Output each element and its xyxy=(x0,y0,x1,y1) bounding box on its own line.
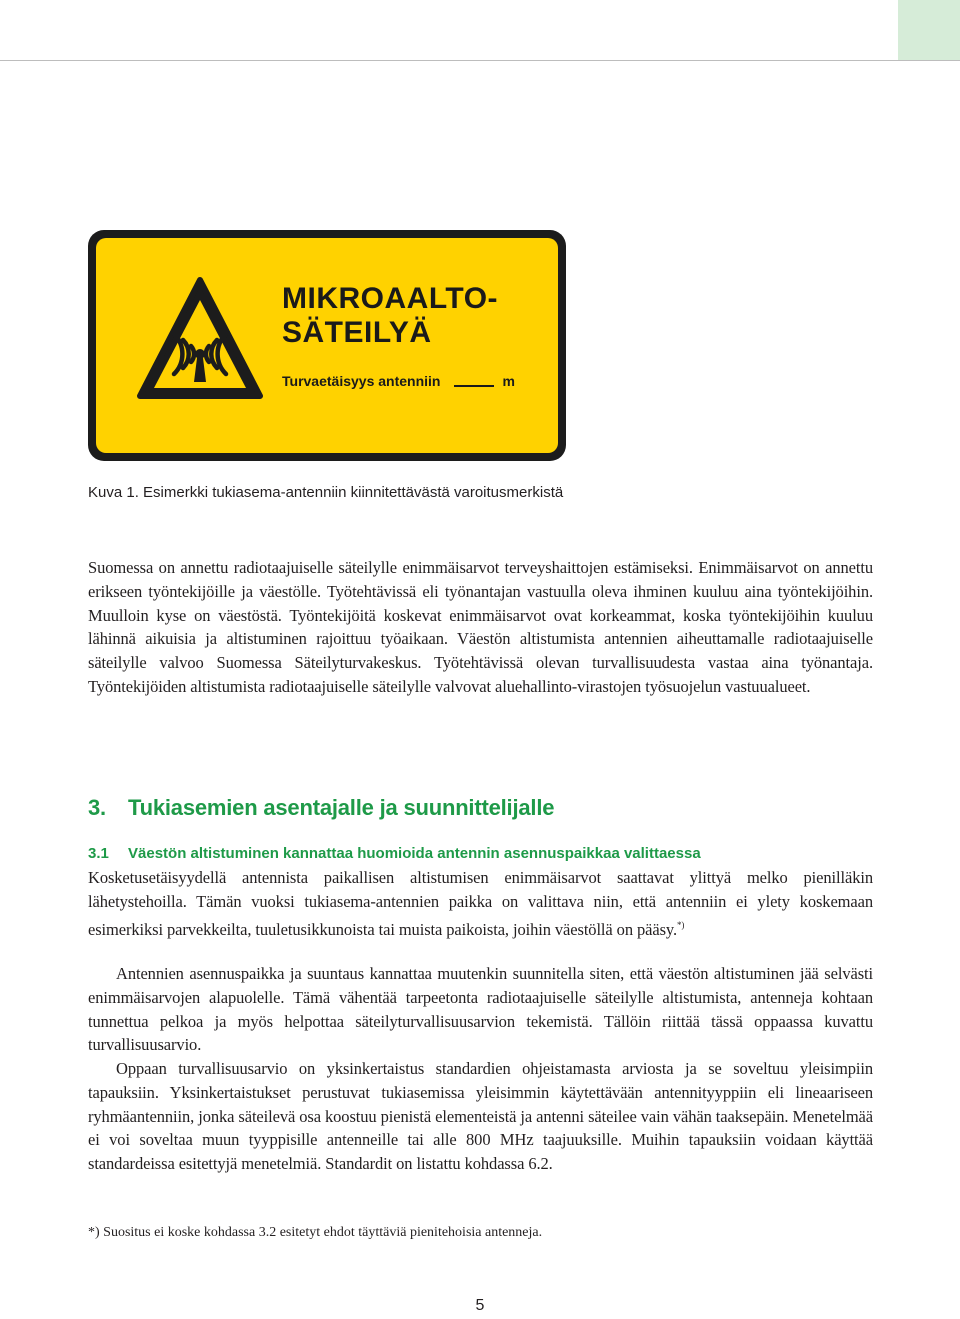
section-title: Tukiasemien asentajalle ja suunnittelijalle xyxy=(128,795,555,820)
footnote: *) Suositus ei koske kohdassa 3.2 esitetyt ehdot täyttäviä pienitehoisia antenneja. xyxy=(88,1225,543,1240)
footnote-mark: *) xyxy=(677,919,685,930)
subsection-title: Väestön altistuminen kannattaa huomioida antennin asennuspaikkaa valittaessa xyxy=(128,845,701,862)
sign-title-line1: MIKROAALTO- xyxy=(282,282,499,315)
page-number: 5 xyxy=(475,1297,485,1314)
sign-title xyxy=(282,282,498,350)
paragraph-1: Suomessa on annettu radiotaajuiselle säteilylle enimmäisarvot terveyshaittojen estämiseksi. Enimmäisarvot on annettu erikseen työntekijöille ja väestölle. Työtehtävissä eli työnantajan vastuulla oleva ihminen kuuluu aina työntekijöihin. Muulloin kyse on väestöstä. Työntekijöitä koskevat enimmäisarvot ovat korkeammat, koska työntekijöihin kuuluu lähinnä aikuisia ja altistuminen rajoittuu työaikaan. Väestön altistumista antennien aiheuttamalle radiotaajuiselle säteilylle valvoo Suomessa Säteilyturvakeskus. Työtehtävissä olevan turvallisuudesta vastaa aina työnantaja. Työntekijöiden altistumista radiotaajuiselle säteilylle valvovat aluehallinto-virastojen työsuojelun vastuualueet. xyxy=(88,558,873,696)
paragraph-2-text: Kosketusetäisyydellä antennista paikallisen altistumisen enimmäisarvot saattavat ylittyä melko pienilläkin lähetystehoilla. Tämän vuoksi tukiasema-antennien paikka on valittava niin, että antenniin ei ylety koskemaan esimerkiksi parvekkeilta, tuuletusikkunoista tai muista paikoista, joihin väestöllä on pääsy. xyxy=(88,868,873,939)
figure-caption: Kuva 1. Esimerkki tukiasema-antenniin kiinnitettävästä varoitusmerkistä xyxy=(88,484,564,501)
sign-subtitle-text: Turvaetäisyys antenniin xyxy=(282,373,441,389)
paragraph-3: Antennien asennuspaikka ja suuntaus kannattaa muutenkin suunnitella siten, että väestön altistuminen jää selvästi enimmäisarvojen alapuolelle. Tämä vähentää tarpeetonta radiotaajuiselle säteilylle altistumista, antenneja kohtaan tunnettua pelkoa ja myös helpottaa säteilyturvallisuusarvion tekemistä. Tällöin riittää tässä oppaassa kuvattu turvallisuusarvio. xyxy=(88,964,873,1055)
sign-title-line2: SÄTEILYÄ xyxy=(282,316,432,349)
section-heading xyxy=(88,795,554,821)
warning-sign-face xyxy=(96,238,558,453)
distance-blank xyxy=(454,385,494,387)
paragraph-2 xyxy=(88,866,873,941)
section-number: 3. xyxy=(88,795,106,820)
header-rule xyxy=(0,60,960,61)
sign-unit: m xyxy=(502,373,515,389)
radiation-warning-triangle-icon xyxy=(136,276,264,404)
paragraph-4: Oppaan turvallisuusarvio on yksinkertaistus standardien ohjeistamasta arviosta ja se soveltuu yleisimpiin tapauksiin. Yksinkertaistukset perustuvat tukiasemissa yleisimmin käytettävään antennityyppiin eli lineaariseen ryhmäantenniin, jonka säteilevä osa koostuu pienistä elementeistä ja antenni säteilee vain vähän taaksepäin. Menetelmää ei voi soveltaa muun tyyppisille antenneille tai alle 800 MHz taajuuksille. Muihin tapauksiin voidaan käyttää standardeissa esitettyjä menetelmiä. Standardit on listattu kohdassa 6.2. xyxy=(88,1059,873,1174)
subsection-number: 3.1 xyxy=(88,845,109,862)
subsection-heading xyxy=(88,845,701,862)
sign-subtitle xyxy=(282,373,515,389)
warning-sign xyxy=(88,230,566,461)
corner-tab xyxy=(898,0,960,60)
